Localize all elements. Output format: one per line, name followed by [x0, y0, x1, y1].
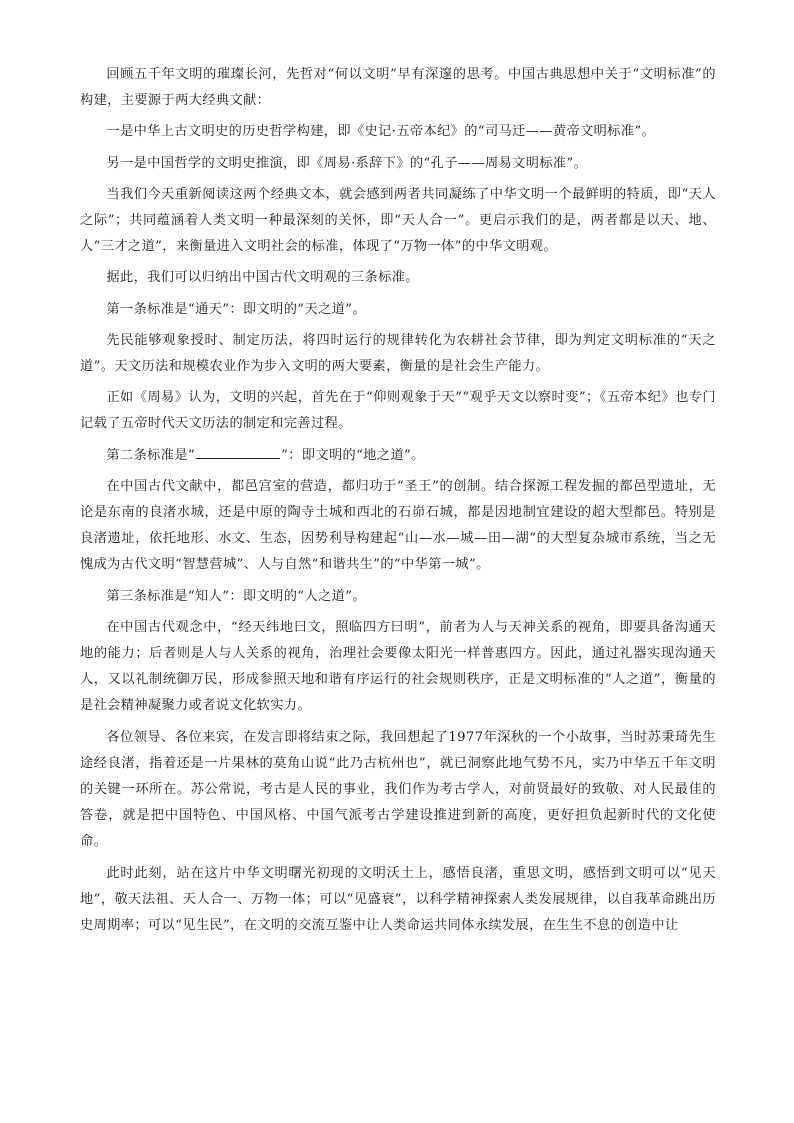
paragraph: 当我们今天重新阅读这两个经典文本，就会感到两者共同凝练了中华文明一个最鲜明的特质，即“天人之际”；共同蕴涵着人类文明一种最深刻的关怀，即“天人合一”。更启示我们的是，两者都是以天、地、人“三才之道”，来衡量进入文明社会的标准，体现了“万物一体”的中华文明观。	[80, 186, 716, 255]
paragraph: 先民能够观象授时、制定历法，将四时运行的规律转化为农耕社会节律，即为判定文明标准的“天之道”。天文历法和规模农业作为步入文明的两大要素，衡量的是社会生产能力。	[80, 332, 716, 375]
paragraph: 据此，我们可以归纳出中国古代文明观的三条标准。	[106, 270, 419, 286]
paragraph: 在中国古代观念中，“经天纬地曰文，照临四方曰明”，前者为人与天神关系的视角，即要具备沟通天地的能力；后者则是人与人关系的视角，治理社会要像太阳光一样普惠四方。因此，通过礼器实现沟通天人，又以礼制统御万民，形成参照天地和谐有序运行的社会规则秩序，正是文明标准的“人之道”，衡量的是社会精神凝聚力或者说文化软实力。	[80, 619, 716, 714]
paragraph: 在中国古代文献中，都邑宫室的营造，都归功于“圣王”的创制。结合探源工程发掘的都邑型遗址，无论是东南的良渚水城，还是中原的陶寺土城和西北的石峁石城，都是因地制宜建设的超大型都邑。特别是良渚遗址，依托地形、水文、生态，因势利导构建起“山—水—城—田—湖”的大型复杂城市系统，当之无愧成为古代文明“智慧营城”、人与自然“和谐共生”的“中华第一城”。	[80, 478, 716, 573]
paragraph: 一是中华上古文明史的历史哲学构建，即《史记·五帝本纪》的“司马迁——黄帝文明标准”。	[106, 124, 656, 140]
paragraph: 另一是中国哲学的文明史推演，即《周易·系辞下》的“孔子——周易文明标准”。	[106, 155, 588, 171]
second-standard-prefix: 第二条标准是“	[106, 447, 196, 463]
paragraph: 正如《周易》认为，文明的兴起，首先在于“仰则观象于天”“观乎天文以察时变”；《五帝本纪》也专门记载了五帝时代天文历法的制定和完善过程。	[80, 390, 716, 432]
paragraph: 第一条标准是“通天”：即文明的“天之道”。	[106, 301, 366, 317]
paragraph: 各位领导、各位来宾，在发言即将结束之际，我回想起了1977年深秋的一个小故事，当时苏秉琦先生途经良渚，指着还是一片果林的莫角山说“此乃古杭州也”，就已洞察此地气势不凡，实乃中华五千年文明的关键一环所在。苏公常说，考古是人民的事业，我们作为考古学人，对前贤最好的致敬、对人民最佳的答卷，就是把中国特色、中国风格、中国气派考古学建设推进到新的高度，更好担负起新时代的文化使命。	[80, 729, 716, 850]
paragraph: 回顾五千年文明的璀璨长河，先哲对“何以文明”早有深邃的思考。中国古典思想中关于“文明标准”的构建，主要源于两大经典文献：	[80, 67, 716, 109]
second-standard-paragraph	[80, 443, 716, 469]
document-body	[80, 62, 716, 944]
second-standard-suffix: ”：即文明的“地之道”。	[281, 447, 425, 463]
paragraph: 此时此刻，站在这片中华文明曙光初现的文明沃土上，感悟良渚，重思文明，感悟到文明可以“见天地”，敬天法祖、天人合一、万物一体；可以“见盛衰”，以科学精神探索人类发展规律，以自我革命跳出历史周期率；可以“见生民”，在文明的交流互鉴中让人类命运共同体永续发展，在生生不息的创造中让	[80, 865, 716, 934]
fill-in-blank[interactable]	[196, 444, 280, 459]
paragraph: 第三条标准是“知人”：即文明的“人之道”。	[106, 588, 366, 604]
